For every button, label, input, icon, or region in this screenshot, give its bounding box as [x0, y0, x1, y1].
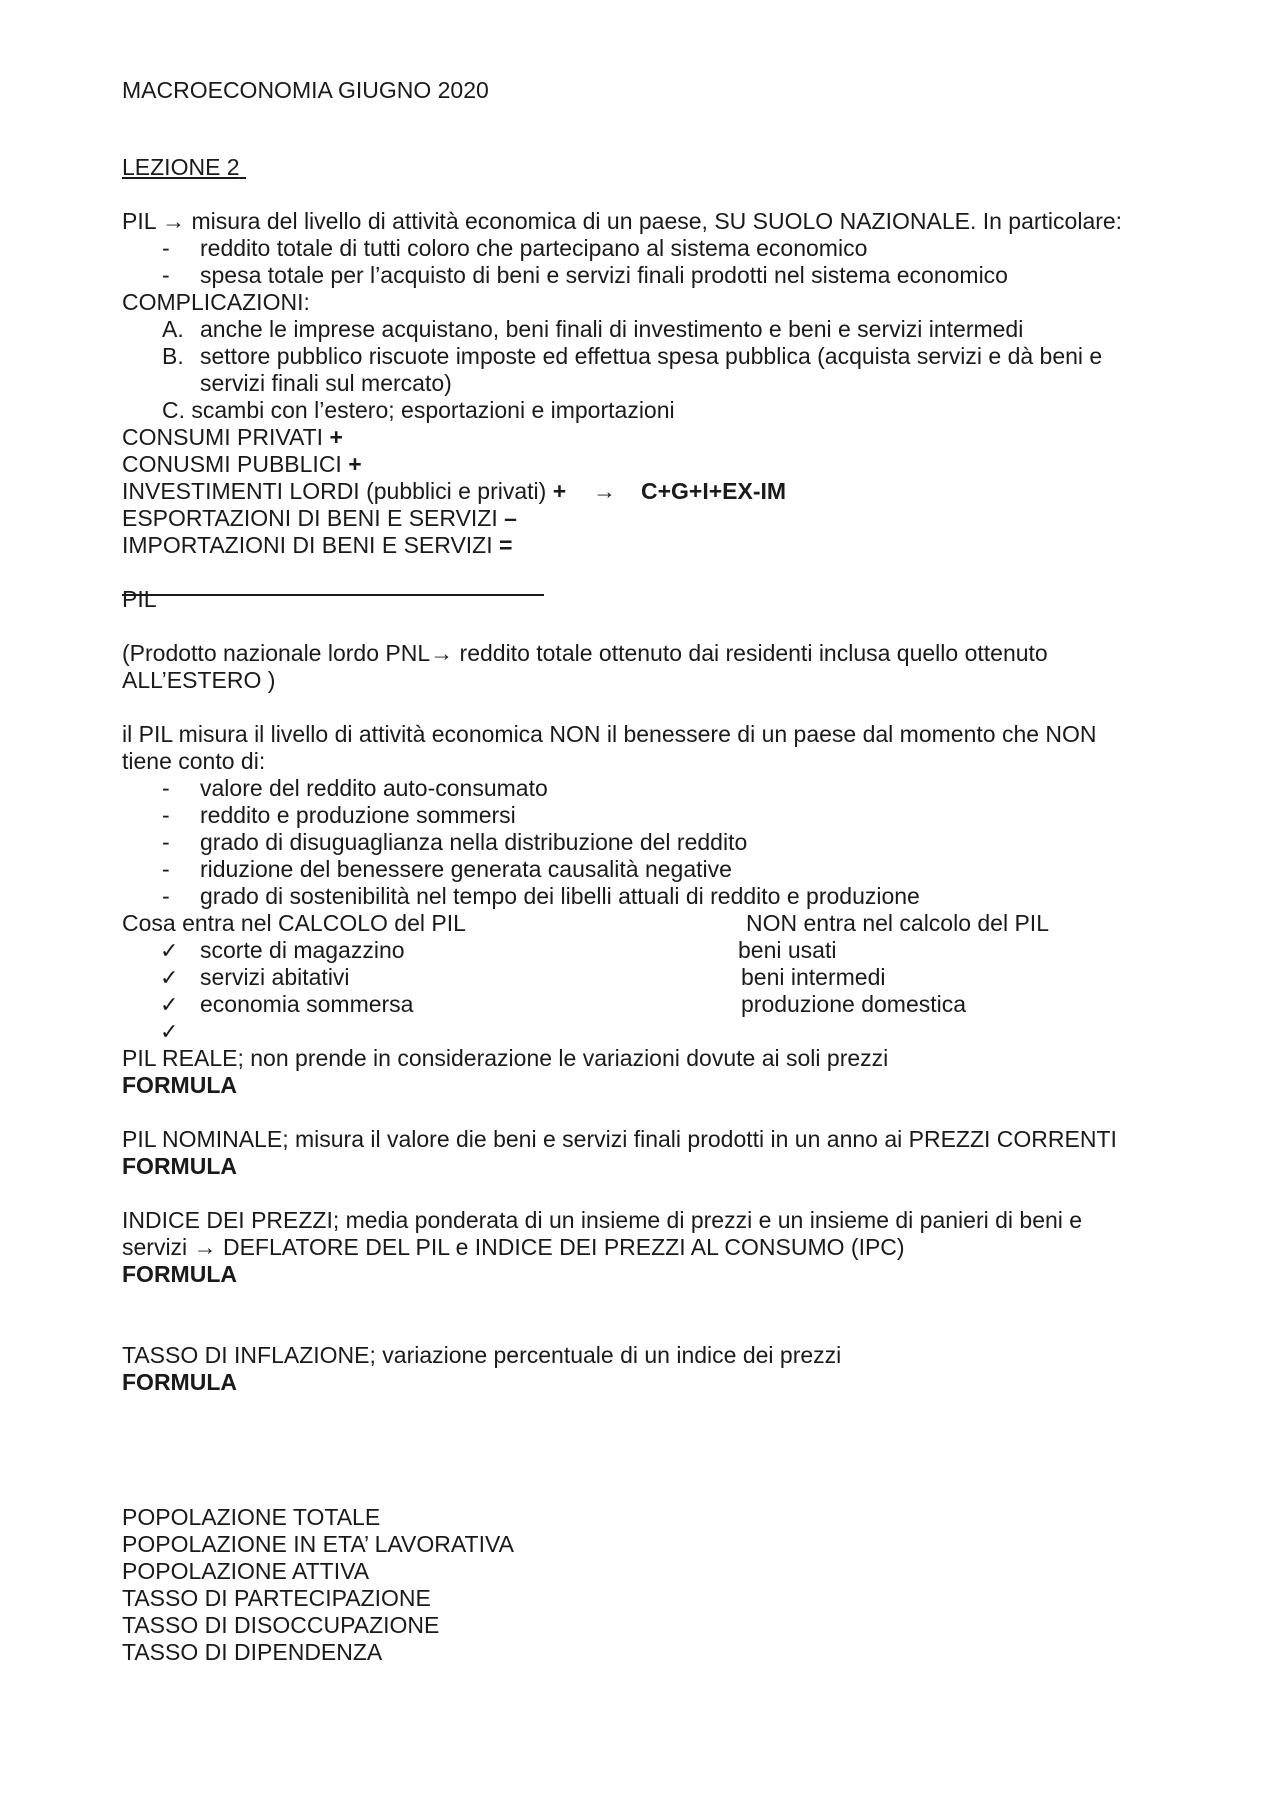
- arrow-icon: →: [162, 208, 186, 234]
- check-icon: ✓: [160, 938, 179, 963]
- calc-in-heading: Cosa entra nel CALCOLO del PIL: [122, 910, 466, 936]
- formula-label: FORMULA: [122, 1072, 237, 1098]
- component-row: IMPORTAZIONI DI BENI E SERVIZI =: [122, 532, 513, 558]
- arrow-icon: →: [593, 478, 616, 504]
- check-icon: ✓: [160, 965, 179, 990]
- list-item: C. scambi con l’estero; esportazioni e importazioni: [162, 397, 675, 423]
- formula-label: FORMULA: [122, 1369, 237, 1395]
- arrow-icon: →: [193, 1234, 217, 1260]
- indice-prezzi: INDICE DEI PREZZI; media ponderata di un insieme di prezzi e un insieme di panieri di beni e: [122, 1207, 1083, 1233]
- pil-reale: PIL REALE; non prende in considerazione le variazioni dovute ai soli prezzi: [122, 1045, 889, 1071]
- wellbeing-paragraph-line2: tiene conto di:: [122, 748, 266, 774]
- population-item: TASSO DI DIPENDENZA: [122, 1639, 383, 1665]
- list-item: beni intermedi: [741, 964, 886, 990]
- population-item: POPOLAZIONE IN ETA’ LAVORATIVA: [122, 1531, 514, 1557]
- component-row: CONSUMI PRIVATI +: [122, 424, 343, 450]
- component-row: CONUSMI PUBBLICI +: [122, 451, 362, 477]
- indice-prezzi-line2: servizi → DEFLATORE DEL PIL e INDICE DEI PREZZI AL CONSUMO (IPC): [122, 1234, 905, 1260]
- sum-divider: [122, 594, 544, 596]
- lesson-heading: LEZIONE 2: [122, 154, 240, 180]
- pnl-definition: (Prodotto nazionale lordo PNL→ reddito totale ottenuto dai residenti inclusa quello ottenuto: [122, 640, 1048, 666]
- pnl-definition-line2: ALL’ESTERO ): [122, 667, 276, 693]
- check-icon: ✓: [160, 992, 179, 1017]
- check-icon: ✓: [160, 1019, 179, 1044]
- expenditure-formula: C+G+I+EX-IM: [641, 478, 787, 504]
- population-item: TASSO DI PARTECIPAZIONE: [122, 1585, 431, 1611]
- list-item: beni usati: [738, 937, 837, 963]
- component-row: INVESTIMENTI LORDI (pubblici e privati) +: [122, 478, 567, 504]
- formula-label: FORMULA: [122, 1261, 237, 1287]
- population-item: POPOLAZIONE TOTALE: [122, 1504, 381, 1530]
- pil-nominale: PIL NOMINALE; misura il valore die beni e servizi finali prodotti in un anno ai PREZZI CORRENTI: [122, 1126, 1117, 1152]
- pil-definition: PIL → misura del livello di attività economica di un paese, SU SUOLO NAZIONALE. In particolare:: [122, 208, 1123, 234]
- calc-out-heading: NON entra nel calcolo del PIL: [746, 910, 1049, 936]
- complications-heading: COMPLICAZIONI:: [122, 289, 310, 315]
- formula-label: FORMULA: [122, 1153, 237, 1179]
- population-item: POPOLAZIONE ATTIVA: [122, 1558, 370, 1584]
- document-page: MACROECONOMIA GIUGNO 2020 LEZIONE 2 PIL → misura del livello di attività economica di un paese, SU SUOLO NAZIONALE. In particolare: - reddito totale di tutti coloro che partecipano al sistema economico - spesa totale per l’acquisto di beni e servizi finali prodotti nel sistema economico COMPLICAZIONI: A. anche le imprese acquistano, beni finali di investimento e beni e servizi intermedi B. settore pubblico riscuote imposte ed effettua spesa pubblica (acquista servizi e dà beni e servizi finali sul mercato) C. scambi con l’estero; esportazioni e importazioni CONSUMI PRIVATI + CONUSMI PUBBLICI + INVESTIMENTI LORDI (pubblici e privati) + → C+G+I+EX-IM ESPORTAZIONI DI BENI E SERVIZI – IMPORTAZIONI DI BENI E SERVIZI = PIL (Prodotto nazionale lordo PNL→ reddito totale ottenuto dai residenti inclusa quello ottenuto ALL’ESTERO ) il PIL misura il livello di attività economica NON il benessere di un paese dal momento che NON tiene conto di: - valore del reddito auto-consumato - reddito e produzione sommersi - grado di disuguaglianza nella distribuzione del reddito - riduzione del benessere generata causalità negative - grado di sostenibilità nel tempo dei libelli attuali di reddito e produzione Cosa entra nel CALCOLO del PIL NON entra nel calcolo del PIL ✓ scorte di magazzino beni usati ✓ servizi abitativi beni intermedi ✓ economia sommersa produzione domestica ✓ PIL REALE; non prende in considerazione le variazioni dovute ai soli prezzi FORMULA PIL NOMINALE; misura il valore die beni e servizi finali prodotti in un anno ai PREZZI CORRENTI FORMULA INDICE DEI PREZZI; media ponderata di un insieme di prezzi e un insieme di panieri di beni e servizi → DEFLATORE DEL PIL e INDICE DEI PREZZI AL CONSUMO (IPC) FORMULA TASSO DI INFLAZIONE; variazione percentuale di un indice dei prezzi FORMULA POPOLAZIONE TOTALE POPOLAZIONE IN ETA’ LAVORATIVA POPOLAZIONE ATTIVA TASSO DI PARTECIPAZIONE TASSO DI DISOCCUPAZIONE TASSO DI DIPENDENZA: [122, 77, 1123, 1665]
- pil-result: PIL: [122, 586, 157, 612]
- component-row: ESPORTAZIONI DI BENI E SERVIZI –: [122, 505, 517, 531]
- tasso-inflazione: TASSO DI INFLAZIONE; variazione percentuale di un indice dei prezzi: [122, 1342, 842, 1368]
- list-item: produzione domestica: [741, 991, 967, 1017]
- arrow-icon: →: [430, 640, 454, 666]
- document-title: MACROECONOMIA GIUGNO 2020: [122, 77, 489, 103]
- population-item: TASSO DI DISOCCUPAZIONE: [122, 1612, 440, 1638]
- wellbeing-paragraph: il PIL misura il livello di attività economica NON il benessere di un paese dal momento che NON: [122, 721, 1097, 747]
